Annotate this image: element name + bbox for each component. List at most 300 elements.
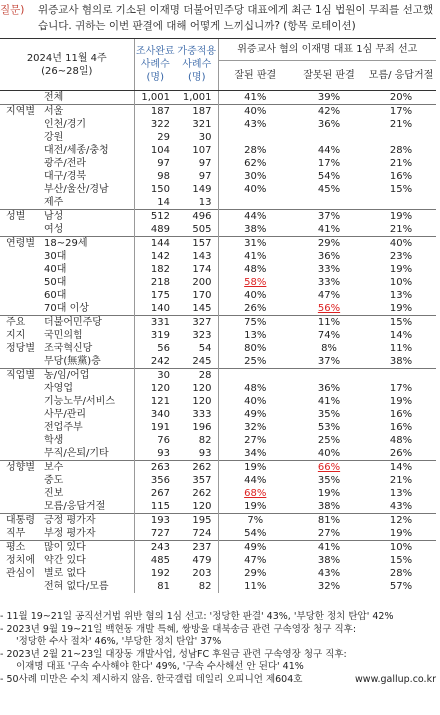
row-category: 정치에 bbox=[6, 555, 35, 566]
row-right-pct: 48% bbox=[218, 382, 292, 395]
row-sample-count: 142 bbox=[134, 250, 176, 263]
row-sample-count: 340 bbox=[134, 408, 176, 421]
row-category bbox=[0, 196, 42, 210]
footnote-1: - 11월 19~21일 공직선거법 위반 혐의 1심 선고: '정당한 판결' 43%, '부당한 정치 탄압' 42% bbox=[0, 611, 394, 622]
row-dk-pct: 40% bbox=[366, 237, 436, 251]
row-right-pct: 49% bbox=[218, 541, 292, 555]
footnote-2: - 2023년 9월 19~21일 백현동 개발 특혜, 쌍방울 대북송금 관련 구속영장 청구 직후: bbox=[0, 623, 357, 635]
row-subgroup: 진보 bbox=[44, 488, 64, 499]
row-sample-count: 93 bbox=[134, 447, 176, 461]
row-category: 정당별 bbox=[6, 343, 35, 354]
row-subgroup: 제주 bbox=[44, 197, 64, 208]
row-dk-pct: 15% bbox=[389, 555, 413, 566]
row-wrong-pct: 47% bbox=[317, 290, 341, 301]
highlighted-value: 56% bbox=[317, 303, 341, 314]
footnote-4: - 50사례 미만은 수치 제시하지 않음. 한국갤럽 데일리 오피니언 제604호 bbox=[0, 673, 303, 685]
row-wrong-pct: 37% bbox=[317, 356, 341, 367]
table-row bbox=[0, 105, 436, 119]
row-sample-count: 193 bbox=[134, 514, 176, 528]
table-row bbox=[0, 276, 436, 289]
row-right-pct: 47% bbox=[218, 554, 292, 567]
row-wrong-pct: 74% bbox=[317, 330, 341, 341]
row-subgroup: 긍정 평가자 bbox=[42, 514, 134, 528]
row-weighted-count: 357 bbox=[192, 475, 212, 486]
source-site-link[interactable]: www.gallup.co.kr bbox=[355, 673, 436, 685]
table-row bbox=[0, 580, 436, 593]
row-right-pct: 28% bbox=[218, 144, 292, 157]
row-weighted-count: 28 bbox=[176, 369, 218, 383]
crosstab-table bbox=[0, 38, 436, 593]
table-row bbox=[0, 421, 436, 434]
row-sample-count: 150 bbox=[134, 183, 176, 196]
row-category bbox=[0, 355, 42, 369]
highlighted-value: 68% bbox=[244, 488, 267, 499]
row-wrong-pct: 36% bbox=[317, 383, 341, 394]
row-weighted-count: 200 bbox=[192, 277, 212, 288]
footnotes bbox=[0, 611, 440, 686]
row-weighted-count: 143 bbox=[192, 251, 212, 262]
row-category: 지역별 bbox=[0, 105, 42, 119]
table-row bbox=[0, 144, 436, 157]
row-right-pct bbox=[218, 131, 292, 144]
row-subgroup: 중도 bbox=[44, 475, 64, 486]
row-category: 직업별 bbox=[0, 369, 42, 383]
header-dates: (26~28일) bbox=[41, 65, 93, 77]
row-weighted-count: 93 bbox=[198, 448, 212, 459]
row-wrong-pct: 41% bbox=[317, 396, 341, 407]
row-weighted-count: 97 bbox=[198, 171, 212, 182]
row-wrong-pct: 43% bbox=[317, 568, 341, 579]
row-subgroup: 전혀 없다/모름 bbox=[44, 581, 109, 592]
row-sample-count: 29 bbox=[134, 131, 176, 144]
row-dk-pct: 19% bbox=[389, 396, 413, 407]
row-subgroup: 약간 있다 bbox=[44, 555, 86, 566]
row-category: 관심이 bbox=[6, 568, 35, 579]
row-subgroup: 70대 이상 bbox=[44, 303, 89, 314]
row-subgroup: 서울 bbox=[42, 105, 134, 119]
row-category bbox=[0, 487, 42, 500]
row-category: 성향별 bbox=[0, 461, 42, 475]
row-sample-count: 175 bbox=[134, 289, 176, 302]
row-right-pct: 19% bbox=[218, 500, 292, 514]
header-weighted: 가중적용 사례수 (명) bbox=[176, 39, 218, 91]
row-dk-pct: 43% bbox=[389, 501, 413, 512]
row-category bbox=[0, 118, 42, 131]
row-subgroup: 30대 bbox=[44, 251, 67, 262]
table-row bbox=[0, 500, 436, 514]
row-dk-pct: 57% bbox=[389, 581, 413, 592]
row-weighted-count: 170 bbox=[192, 290, 212, 301]
row-dk-pct bbox=[366, 131, 436, 144]
footnote-credit bbox=[0, 674, 440, 687]
table-row bbox=[0, 382, 436, 395]
row-sample-count: 76 bbox=[134, 434, 176, 447]
table-row bbox=[0, 487, 436, 500]
row-sample-count: 56 bbox=[134, 342, 176, 355]
footnote-2-detail: '정당한 수사 절차' 46%, '부당한 정치 탄압' 37% bbox=[16, 636, 222, 647]
row-category: 평소 bbox=[0, 541, 42, 555]
row-wrong-pct bbox=[292, 131, 366, 144]
row-subgroup: 대구/경북 bbox=[44, 171, 87, 182]
row-wrong-pct: 36% bbox=[317, 251, 341, 262]
row-right-pct: 26% bbox=[218, 302, 292, 316]
table-row bbox=[0, 196, 436, 210]
row-category bbox=[0, 223, 42, 237]
row-right-pct: 80% bbox=[218, 342, 292, 355]
row-subgroup: 보수 bbox=[42, 461, 134, 475]
row-sample-count: 120 bbox=[134, 382, 176, 395]
row-dk-pct: 21% bbox=[389, 158, 413, 169]
header-group-title: 위증교사 혐의 이재명 대표 1심 무죄 선고 bbox=[218, 39, 436, 61]
table-row bbox=[0, 355, 436, 369]
row-sample-count: 98 bbox=[134, 170, 176, 183]
footnote-3: - 2023년 2월 21~23일 대장동 개발사업, 성남FC 후원금 관련 구속영장 청구 직후: bbox=[0, 648, 347, 660]
table-row bbox=[0, 170, 436, 183]
row-dk-pct: 26% bbox=[389, 448, 413, 459]
row-sample-count: 144 bbox=[134, 237, 176, 251]
row-right-pct: 40% bbox=[218, 289, 292, 302]
row-wrong-pct: 81% bbox=[292, 514, 366, 528]
row-right-pct: 75% bbox=[218, 316, 292, 330]
row-category bbox=[0, 302, 42, 316]
row-dk-pct: 13% bbox=[389, 290, 413, 301]
row-dk-pct: 14% bbox=[389, 330, 413, 341]
row-category bbox=[0, 289, 42, 302]
table-row bbox=[0, 329, 436, 342]
row-sample-count: 267 bbox=[134, 487, 176, 500]
row-wrong-pct: 32% bbox=[317, 581, 341, 592]
row-wrong-pct: 19% bbox=[317, 488, 341, 499]
row-sample-count: 30 bbox=[134, 369, 176, 383]
highlighted-value: 58% bbox=[244, 277, 267, 288]
row-dk-pct: 28% bbox=[389, 568, 413, 579]
row-category bbox=[0, 276, 42, 289]
row-subgroup: 광주/전라 bbox=[44, 158, 87, 169]
table-row bbox=[0, 210, 436, 224]
row-subgroup: 18~29세 bbox=[42, 237, 134, 251]
row-dk-pct: 16% bbox=[389, 409, 413, 420]
row-wrong-pct: 11% bbox=[292, 316, 366, 330]
row-category: 직무 bbox=[6, 528, 26, 539]
row-dk-pct: 48% bbox=[389, 435, 413, 446]
row-dk-pct: 21% bbox=[389, 119, 413, 130]
row-sample-count: 191 bbox=[134, 421, 176, 434]
row-dk-pct: 16% bbox=[389, 422, 413, 433]
row-sample-count: 485 bbox=[134, 554, 176, 567]
row-right-pct: 29% bbox=[218, 567, 292, 580]
row-weighted-count: 496 bbox=[176, 210, 218, 224]
row-subgroup: 부정 평가자 bbox=[44, 528, 96, 539]
row-category bbox=[0, 250, 42, 263]
row-wrong-pct: 41% bbox=[292, 541, 366, 555]
row-dk-pct: 12% bbox=[366, 514, 436, 528]
row-weighted-count: 120 bbox=[192, 501, 212, 512]
row-subgroup: 전체 bbox=[42, 91, 134, 105]
row-right-pct: 48% bbox=[218, 263, 292, 276]
row-category: 주요 bbox=[0, 316, 42, 330]
row-sample-count: 140 bbox=[134, 302, 176, 316]
row-category bbox=[0, 382, 42, 395]
row-sample-count: 322 bbox=[134, 118, 176, 131]
row-weighted-count: 97 bbox=[198, 158, 212, 169]
table-row bbox=[0, 474, 436, 487]
row-weighted-count: 262 bbox=[192, 488, 212, 499]
row-category bbox=[0, 131, 42, 144]
table-row bbox=[0, 289, 436, 302]
row-sample-count: 182 bbox=[134, 263, 176, 276]
table-row bbox=[0, 369, 436, 383]
row-sample-count: 727 bbox=[134, 527, 176, 541]
row-dk-pct: 19% bbox=[366, 210, 436, 224]
row-weighted-count: 120 bbox=[192, 383, 212, 394]
row-subgroup: 남성 bbox=[42, 210, 134, 224]
table-row bbox=[0, 131, 436, 144]
row-subgroup: 50대 bbox=[44, 277, 67, 288]
row-dk-pct bbox=[366, 196, 436, 210]
highlighted-value: 66% bbox=[317, 462, 341, 473]
row-wrong-pct: 53% bbox=[317, 422, 341, 433]
row-category bbox=[0, 434, 42, 447]
row-category bbox=[0, 447, 42, 461]
row-right-pct: 19% bbox=[218, 461, 292, 475]
row-right-pct: 25% bbox=[218, 355, 292, 369]
row-wrong-pct: 44% bbox=[317, 145, 341, 156]
row-category bbox=[0, 395, 42, 408]
row-category bbox=[0, 500, 42, 514]
row-right-pct bbox=[218, 196, 292, 210]
row-category bbox=[0, 408, 42, 421]
table-row bbox=[0, 223, 436, 237]
row-wrong-pct bbox=[292, 302, 366, 316]
row-weighted-count: 323 bbox=[192, 330, 212, 341]
row-wrong-pct: 33% bbox=[317, 264, 341, 275]
question-label: 질문) bbox=[0, 4, 25, 16]
header-period: 2024년 11월 4주 bbox=[26, 52, 107, 64]
row-weighted-count: 203 bbox=[192, 568, 212, 579]
row-weighted-count: 327 bbox=[176, 316, 218, 330]
row-dk-pct bbox=[366, 369, 436, 383]
row-dk-pct: 16% bbox=[389, 171, 413, 182]
row-subgroup: 40대 bbox=[44, 264, 67, 275]
row-right-pct: 13% bbox=[218, 329, 292, 342]
row-sample-count: 97 bbox=[134, 157, 176, 170]
row-sample-count: 512 bbox=[134, 210, 176, 224]
row-subgroup: 국민의힘 bbox=[44, 330, 83, 341]
row-weighted-count: 187 bbox=[176, 105, 218, 119]
row-dk-pct: 10% bbox=[389, 277, 413, 288]
row-weighted-count: 196 bbox=[192, 422, 212, 433]
row-weighted-count: 54 bbox=[198, 343, 212, 354]
table-row bbox=[0, 434, 436, 447]
row-subgroup: 학생 bbox=[44, 435, 64, 446]
row-right-pct: 27% bbox=[218, 434, 292, 447]
row-dk-pct: 15% bbox=[389, 184, 413, 195]
row-dk-pct: 11% bbox=[389, 343, 413, 354]
table-row bbox=[0, 342, 436, 355]
row-category bbox=[0, 580, 42, 593]
row-weighted-count: 1,001 bbox=[176, 91, 218, 105]
row-wrong-pct: 41% bbox=[317, 224, 341, 235]
table-row bbox=[0, 91, 436, 105]
row-category bbox=[0, 474, 42, 487]
row-weighted-count: 82 bbox=[198, 435, 212, 446]
row-subgroup: 조국혁신당 bbox=[44, 343, 93, 354]
row-right-pct bbox=[218, 276, 292, 289]
table-row bbox=[0, 514, 436, 528]
row-subgroup: 무당(無黨)층 bbox=[44, 356, 101, 367]
row-right-pct: 34% bbox=[218, 447, 292, 461]
row-weighted-count: 107 bbox=[192, 145, 212, 156]
row-weighted-count: 245 bbox=[192, 356, 212, 367]
row-sample-count: 218 bbox=[134, 276, 176, 289]
row-subgroup: 더불어민주당 bbox=[42, 316, 134, 330]
row-weighted-count: 237 bbox=[176, 541, 218, 555]
row-right-pct: 41% bbox=[218, 250, 292, 263]
row-right-pct: 32% bbox=[218, 421, 292, 434]
row-subgroup: 별로 없다 bbox=[44, 568, 86, 579]
row-sample-count: 104 bbox=[134, 144, 176, 157]
question-text: 위증교사 혐의로 기소된 이재명 더불어민주당 대표에게 최근 1심 법원이 무죄를 선고했습니다. 귀하는 이번 판결에 대해 어떻게 느끼십니까? (항목 로테이션) bbox=[38, 4, 434, 32]
row-wrong-pct: 33% bbox=[317, 277, 341, 288]
header-period-cell bbox=[0, 39, 134, 91]
row-wrong-pct: 42% bbox=[292, 105, 366, 119]
row-weighted-count: 149 bbox=[192, 184, 212, 195]
table-row bbox=[0, 554, 436, 567]
row-wrong-pct: 17% bbox=[317, 158, 341, 169]
row-wrong-pct: 38% bbox=[317, 501, 341, 512]
row-dk-pct: 17% bbox=[389, 383, 413, 394]
row-category bbox=[0, 183, 42, 196]
row-wrong-pct: 40% bbox=[317, 448, 341, 459]
table-row bbox=[0, 447, 436, 461]
footnote-3-detail: 이재명 대표 '구속 수사해야 한다' 49%, '구속 수사해선 안 된다' 41% bbox=[16, 661, 304, 672]
row-right-pct: 44% bbox=[218, 474, 292, 487]
row-weighted-count: 157 bbox=[176, 237, 218, 251]
row-dk-pct: 23% bbox=[389, 251, 413, 262]
row-subgroup: 부산/울산/경남 bbox=[44, 184, 109, 195]
row-right-pct: 11% bbox=[218, 580, 292, 593]
row-wrong-pct: 36% bbox=[317, 119, 341, 130]
row-subgroup: 무직/은퇴/기타 bbox=[44, 448, 109, 459]
row-right-pct bbox=[218, 487, 292, 500]
row-subgroup: 강원 bbox=[44, 132, 64, 143]
row-right-pct: 44% bbox=[218, 210, 292, 224]
row-right-pct: 31% bbox=[218, 237, 292, 251]
row-category: 대통령 bbox=[0, 514, 42, 528]
row-weighted-count: 13 bbox=[198, 197, 212, 208]
row-weighted-count: 174 bbox=[192, 264, 212, 275]
row-wrong-pct: 29% bbox=[292, 237, 366, 251]
table-row bbox=[0, 118, 436, 131]
row-subgroup: 전업주부 bbox=[44, 422, 83, 433]
row-weighted-count: 479 bbox=[192, 555, 212, 566]
table-row bbox=[0, 237, 436, 251]
row-sample-count: 243 bbox=[134, 541, 176, 555]
row-right-pct: 49% bbox=[218, 408, 292, 421]
row-weighted-count: 321 bbox=[192, 119, 212, 130]
row-sample-count: 242 bbox=[134, 355, 176, 369]
table-body bbox=[0, 91, 436, 594]
row-dk-pct: 19% bbox=[389, 264, 413, 275]
row-category bbox=[0, 263, 42, 276]
row-category: 연령별 bbox=[0, 237, 42, 251]
row-wrong-pct bbox=[292, 369, 366, 383]
row-sample-count: 331 bbox=[134, 316, 176, 330]
row-subgroup: 사무/관리 bbox=[44, 409, 87, 420]
row-wrong-pct: 35% bbox=[317, 409, 341, 420]
row-subgroup: 인천/경기 bbox=[44, 119, 87, 130]
row-dk-pct: 21% bbox=[389, 224, 413, 235]
row-wrong-pct: 8% bbox=[321, 343, 337, 354]
row-right-pct: 40% bbox=[218, 105, 292, 119]
row-weighted-count: 262 bbox=[176, 461, 218, 475]
table-row bbox=[0, 461, 436, 475]
header-sample: 조사완료 사례수 (명) bbox=[134, 39, 176, 91]
row-right-pct: 7% bbox=[218, 514, 292, 528]
row-weighted-count: 30 bbox=[198, 132, 212, 143]
row-sample-count: 187 bbox=[134, 105, 176, 119]
row-dk-pct: 14% bbox=[366, 461, 436, 475]
row-right-pct: 38% bbox=[218, 223, 292, 237]
row-dk-pct: 19% bbox=[389, 303, 413, 314]
row-right-pct: 54% bbox=[218, 527, 292, 541]
header-dont-know: 모름/ 응답거절 bbox=[366, 61, 436, 91]
row-subgroup: 많이 있다 bbox=[42, 541, 134, 555]
row-weighted-count: 145 bbox=[192, 303, 212, 314]
table-row bbox=[0, 263, 436, 276]
row-wrong-pct: 27% bbox=[317, 528, 341, 539]
row-sample-count: 356 bbox=[134, 474, 176, 487]
table-row bbox=[0, 316, 436, 330]
row-dk-pct: 13% bbox=[389, 488, 413, 499]
row-right-pct: 41% bbox=[218, 91, 292, 105]
row-sample-count: 81 bbox=[134, 580, 176, 593]
row-wrong-pct bbox=[292, 196, 366, 210]
row-sample-count: 489 bbox=[134, 223, 176, 237]
row-dk-pct: 17% bbox=[366, 105, 436, 119]
row-dk-pct: 10% bbox=[366, 541, 436, 555]
row-dk-pct: 21% bbox=[389, 475, 413, 486]
row-right-pct: 62% bbox=[218, 157, 292, 170]
row-weighted-count: 195 bbox=[176, 514, 218, 528]
row-weighted-count: 120 bbox=[192, 396, 212, 407]
row-dk-pct: 38% bbox=[389, 356, 413, 367]
row-dk-pct: 19% bbox=[389, 528, 413, 539]
row-right-pct: 43% bbox=[218, 118, 292, 131]
row-right-pct bbox=[218, 369, 292, 383]
row-category bbox=[0, 170, 42, 183]
row-dk-pct: 28% bbox=[389, 145, 413, 156]
table-row bbox=[0, 541, 436, 555]
row-category: 지지 bbox=[6, 330, 26, 341]
table-row bbox=[0, 183, 436, 196]
table-row bbox=[0, 302, 436, 316]
row-subgroup: 60대 bbox=[44, 290, 67, 301]
row-sample-count: 1,001 bbox=[134, 91, 176, 105]
row-wrong-pct: 35% bbox=[317, 475, 341, 486]
row-sample-count: 319 bbox=[134, 329, 176, 342]
row-wrong-pct: 39% bbox=[292, 91, 366, 105]
row-wrong-pct bbox=[292, 461, 366, 475]
row-weighted-count: 724 bbox=[192, 528, 212, 539]
row-sample-count: 121 bbox=[134, 395, 176, 408]
row-category bbox=[0, 421, 42, 434]
row-dk-pct: 15% bbox=[366, 316, 436, 330]
row-sample-count: 14 bbox=[134, 196, 176, 210]
table-row bbox=[0, 250, 436, 263]
row-sample-count: 115 bbox=[134, 500, 176, 514]
row-subgroup: 자영업 bbox=[44, 383, 73, 394]
